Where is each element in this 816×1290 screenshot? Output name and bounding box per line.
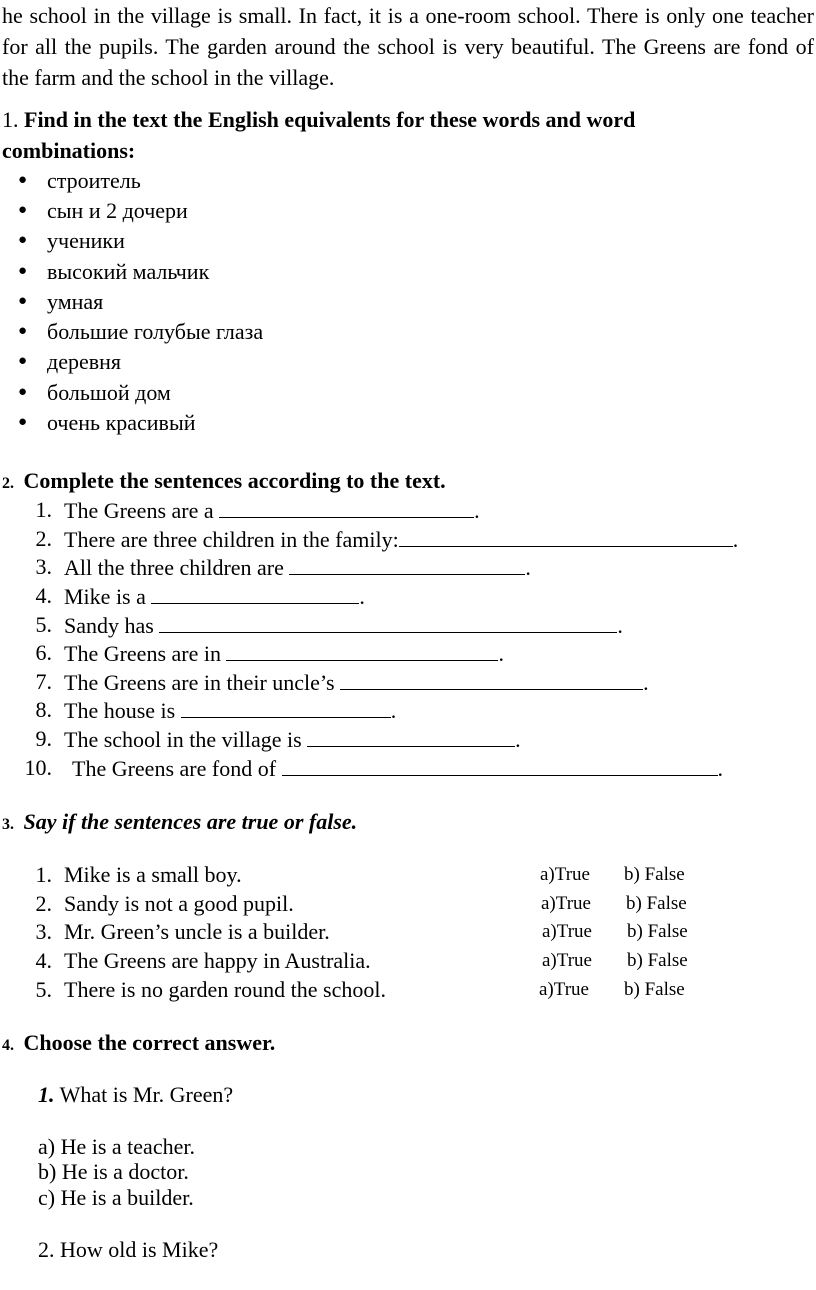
sentence-line [64,669,649,696]
section1-number: 1. [2,107,19,132]
list-item: строитель [47,168,141,193]
item-number: 5. [35,977,52,1002]
sentence-end: . [617,613,623,638]
item-number: 2. [35,526,52,551]
answer-blank[interactable] [219,497,474,518]
bullet-icon: ● [18,293,28,309]
sentence-text: The Greens are a [64,498,214,523]
answer-blank[interactable] [181,697,391,718]
option-false[interactable]: b) False [626,893,687,914]
sentence-end: . [643,670,649,695]
option-true[interactable]: a)True [542,950,592,971]
list-item: очень красивый [47,410,196,435]
answer-blank[interactable] [151,583,359,604]
statement-text: Sandy is not a good pupil. [64,891,294,916]
list-item: большой дом [47,380,171,405]
sentence-text: Sandy has [64,613,154,638]
answer-blank[interactable] [282,755,718,776]
sentence-end: . [390,698,397,723]
list-item: большие голубые глаза [47,319,264,344]
item-number: 1. [35,497,52,522]
sentence-end: . [474,498,480,523]
list-item: деревня [47,349,122,374]
answer-blank[interactable] [307,726,515,747]
option-true[interactable]: a)True [540,864,590,885]
item-number: 4. [35,948,52,973]
question-1 [38,1082,233,1108]
sentence-text: The Greens are in their uncle’s [64,670,335,695]
option-true[interactable]: a)True [539,979,589,1000]
statement-text: There is no garden round the school. [64,977,386,1002]
item-number: 6. [35,640,52,665]
bullet-icon: ● [18,263,28,279]
sentence-end: . [732,527,739,552]
bullet-icon: ● [18,384,28,400]
item-number: 2. [35,891,52,916]
sentence-line [72,755,723,782]
section4-title: Choose the correct answer. [23,1030,276,1055]
section2-number: 2. [2,475,14,492]
list-item: сын и 2 дочери [47,198,188,223]
sentence-line [64,526,738,553]
section2-title: Complete the sentences according to the text. [23,468,446,493]
option-true[interactable]: a)True [541,893,591,914]
sentence-line [64,583,365,610]
statement-text: Mr. Green’s uncle is a builder. [64,919,330,944]
statement-text: The Greens are happy in Australia. [64,948,371,973]
sentence-end: . [525,555,531,580]
question-text: How old is Mike? [60,1237,219,1262]
section4-number: 4. [2,1037,14,1054]
option-false[interactable]: b) False [627,921,688,942]
item-number: 5. [35,612,52,637]
question-number: 1. [38,1082,55,1107]
answer-blank[interactable] [226,640,498,661]
sentence-end: . [515,727,521,752]
section1-heading [2,107,635,133]
item-number: 1. [35,862,52,887]
item-number: 3. [35,554,52,579]
sentence-end: . [717,756,724,781]
bullet-icon: ● [18,414,28,430]
sentence-line [64,612,623,639]
sentence-end: . [498,641,504,666]
sentence-line [64,697,396,724]
sentence-end: . [359,584,365,609]
sentence-text: The Greens are fond of [72,756,277,781]
option-false[interactable]: b) False [624,979,685,1000]
sentence-text: Mike is a [64,584,146,609]
sentence-line [64,726,521,753]
sentence-line [64,640,504,667]
bullet-icon: ● [18,202,28,218]
section3-number: 3. [2,816,14,833]
list-item: умная [47,289,104,314]
answer-blank[interactable] [399,526,733,547]
question-2 [38,1237,218,1263]
item-number: 8. [35,697,52,722]
sentence-line [64,554,531,581]
sentence-text: The house is [64,698,176,723]
sentence-text: There are three children in the family: [64,527,399,552]
answer-blank[interactable] [340,669,643,690]
answer-option-c[interactable]: c) He is a builder. [38,1185,194,1210]
answer-blank[interactable] [289,554,525,575]
statement-text: Mike is a small boy. [64,862,242,887]
item-number: 9. [35,726,52,751]
option-true[interactable]: a)True [542,921,592,942]
option-false[interactable]: b) False [627,950,688,971]
option-false[interactable]: b) False [624,864,685,885]
bullet-icon: ● [18,353,28,369]
section1-title: Find in the text the English equivalents for these words and word [24,107,636,132]
question-text: What is Mr. Green? [59,1082,234,1107]
item-number: 3. [35,919,52,944]
sentence-text: All the three children are [64,555,284,580]
item-number: 4. [35,583,52,608]
sentence-line [64,497,480,524]
intro-paragraph: he school in the village is small. In fact, it is a one-room school. There is only one teacher for all the pupils. The garden around the school is very beautiful. The Greens are fond of the farm and the school in the village. [2,3,814,90]
list-item: высокий мальчик [47,259,210,284]
section4-heading [2,1030,275,1056]
sentence-text: The school in the village is [64,727,302,752]
bullet-icon: ● [18,172,28,188]
sentence-text: The Greens are in [64,641,221,666]
item-number: 7. [35,669,52,694]
answer-blank[interactable] [159,612,617,633]
section2-heading [2,468,446,494]
answer-option-a[interactable]: a) He is a teacher. [38,1134,195,1159]
list-item: ученики [47,228,125,253]
item-number: 10. [24,755,52,780]
bullet-icon: ● [18,232,28,248]
section3-title: Say if the sentences are true or false. [23,809,358,834]
bullet-icon: ● [18,323,28,339]
section1-title-continued: combinations: [2,138,136,163]
section3-heading [2,809,357,835]
answer-option-b[interactable]: b) He is a doctor. [38,1159,189,1184]
question-number: 2. [38,1237,55,1262]
